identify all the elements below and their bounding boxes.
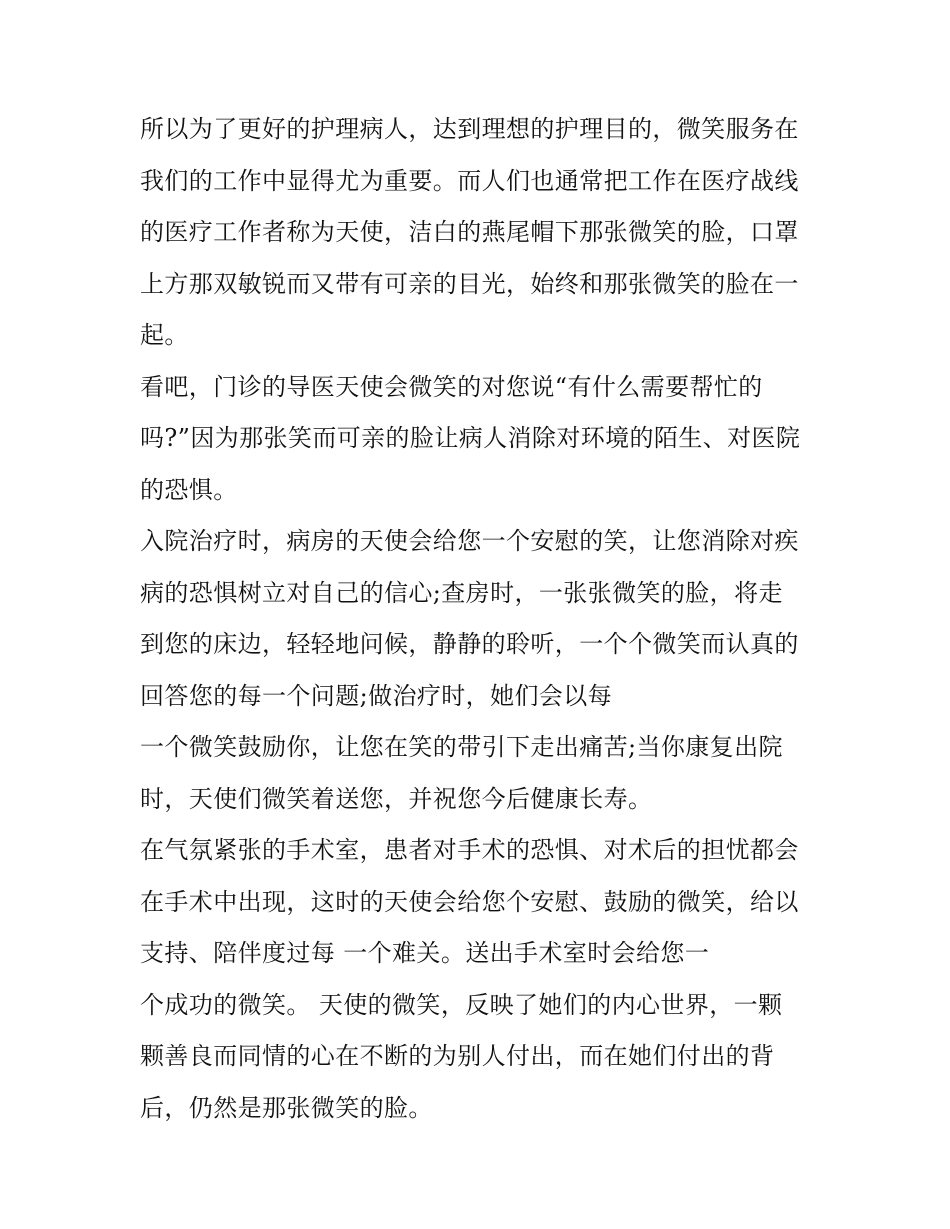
text-line: 看吧，门诊的导医天使会微笑的对您说“有什么需要帮忙的: [140, 372, 763, 401]
text-line: 在手术中出现，这时的天使会给您个安慰、鼓励的微笑，给以: [140, 887, 799, 916]
text-line: 个成功的微笑。 天使的微笑，反映了她们的内心世界，一颗: [140, 990, 783, 1019]
text-line: 支持、陪伴度过每 一个难关。送出手术室时会给您一: [140, 939, 710, 967]
text-line: 上方那双敏锐而又带有可亲的目光，始终和那张微笑的脸在一: [140, 269, 799, 298]
document-body: [140, 104, 820, 1134]
text-line: 吗?”因为那张笑而可亲的脸让病人消除对环境的陌生、对医院: [140, 424, 801, 452]
text-line: 起。: [140, 321, 189, 349]
text-line: 我们的工作中显得尤为重要。而人们也通常把工作在医疗战线: [140, 166, 799, 195]
text-line: 所以为了更好的护理病人，达到理想的护理目的，微笑服务在: [140, 115, 799, 143]
text-line: 在气氛紧张的手术室，患者对手术的恐惧、对术后的担忧都会: [140, 836, 799, 864]
text-line: 一个微笑鼓励你，让您在笑的带引下走出痛苦;当你康复出院: [140, 733, 783, 761]
text-line: 到您的床边，轻轻地问候，静静的聆听，一个个微笑而认真的: [140, 630, 799, 658]
text-line: 的恐惧。: [140, 475, 238, 504]
text-line: 时，天使们微笑着送您，并祝您今后健康长寿。: [140, 784, 653, 813]
text-line: 颗善良而同情的心在不断的为别人付出，而在她们付出的背: [140, 1042, 775, 1070]
text-line: 的医疗工作者称为天使，洁白的燕尾帽下那张微笑的脸，口罩: [140, 218, 799, 246]
text-line: 回答您的每一个问题;做治疗时，她们会以每: [140, 681, 613, 710]
text-line: 入院治疗时，病房的天使会给您一个安慰的笑，让您消除对疾: [140, 527, 799, 555]
text-line: 病的恐惧树立对自己的信心;查房时，一张张微笑的脸，将走: [140, 578, 783, 607]
text-line: 后，仍然是那张微笑的脸。: [140, 1093, 433, 1122]
